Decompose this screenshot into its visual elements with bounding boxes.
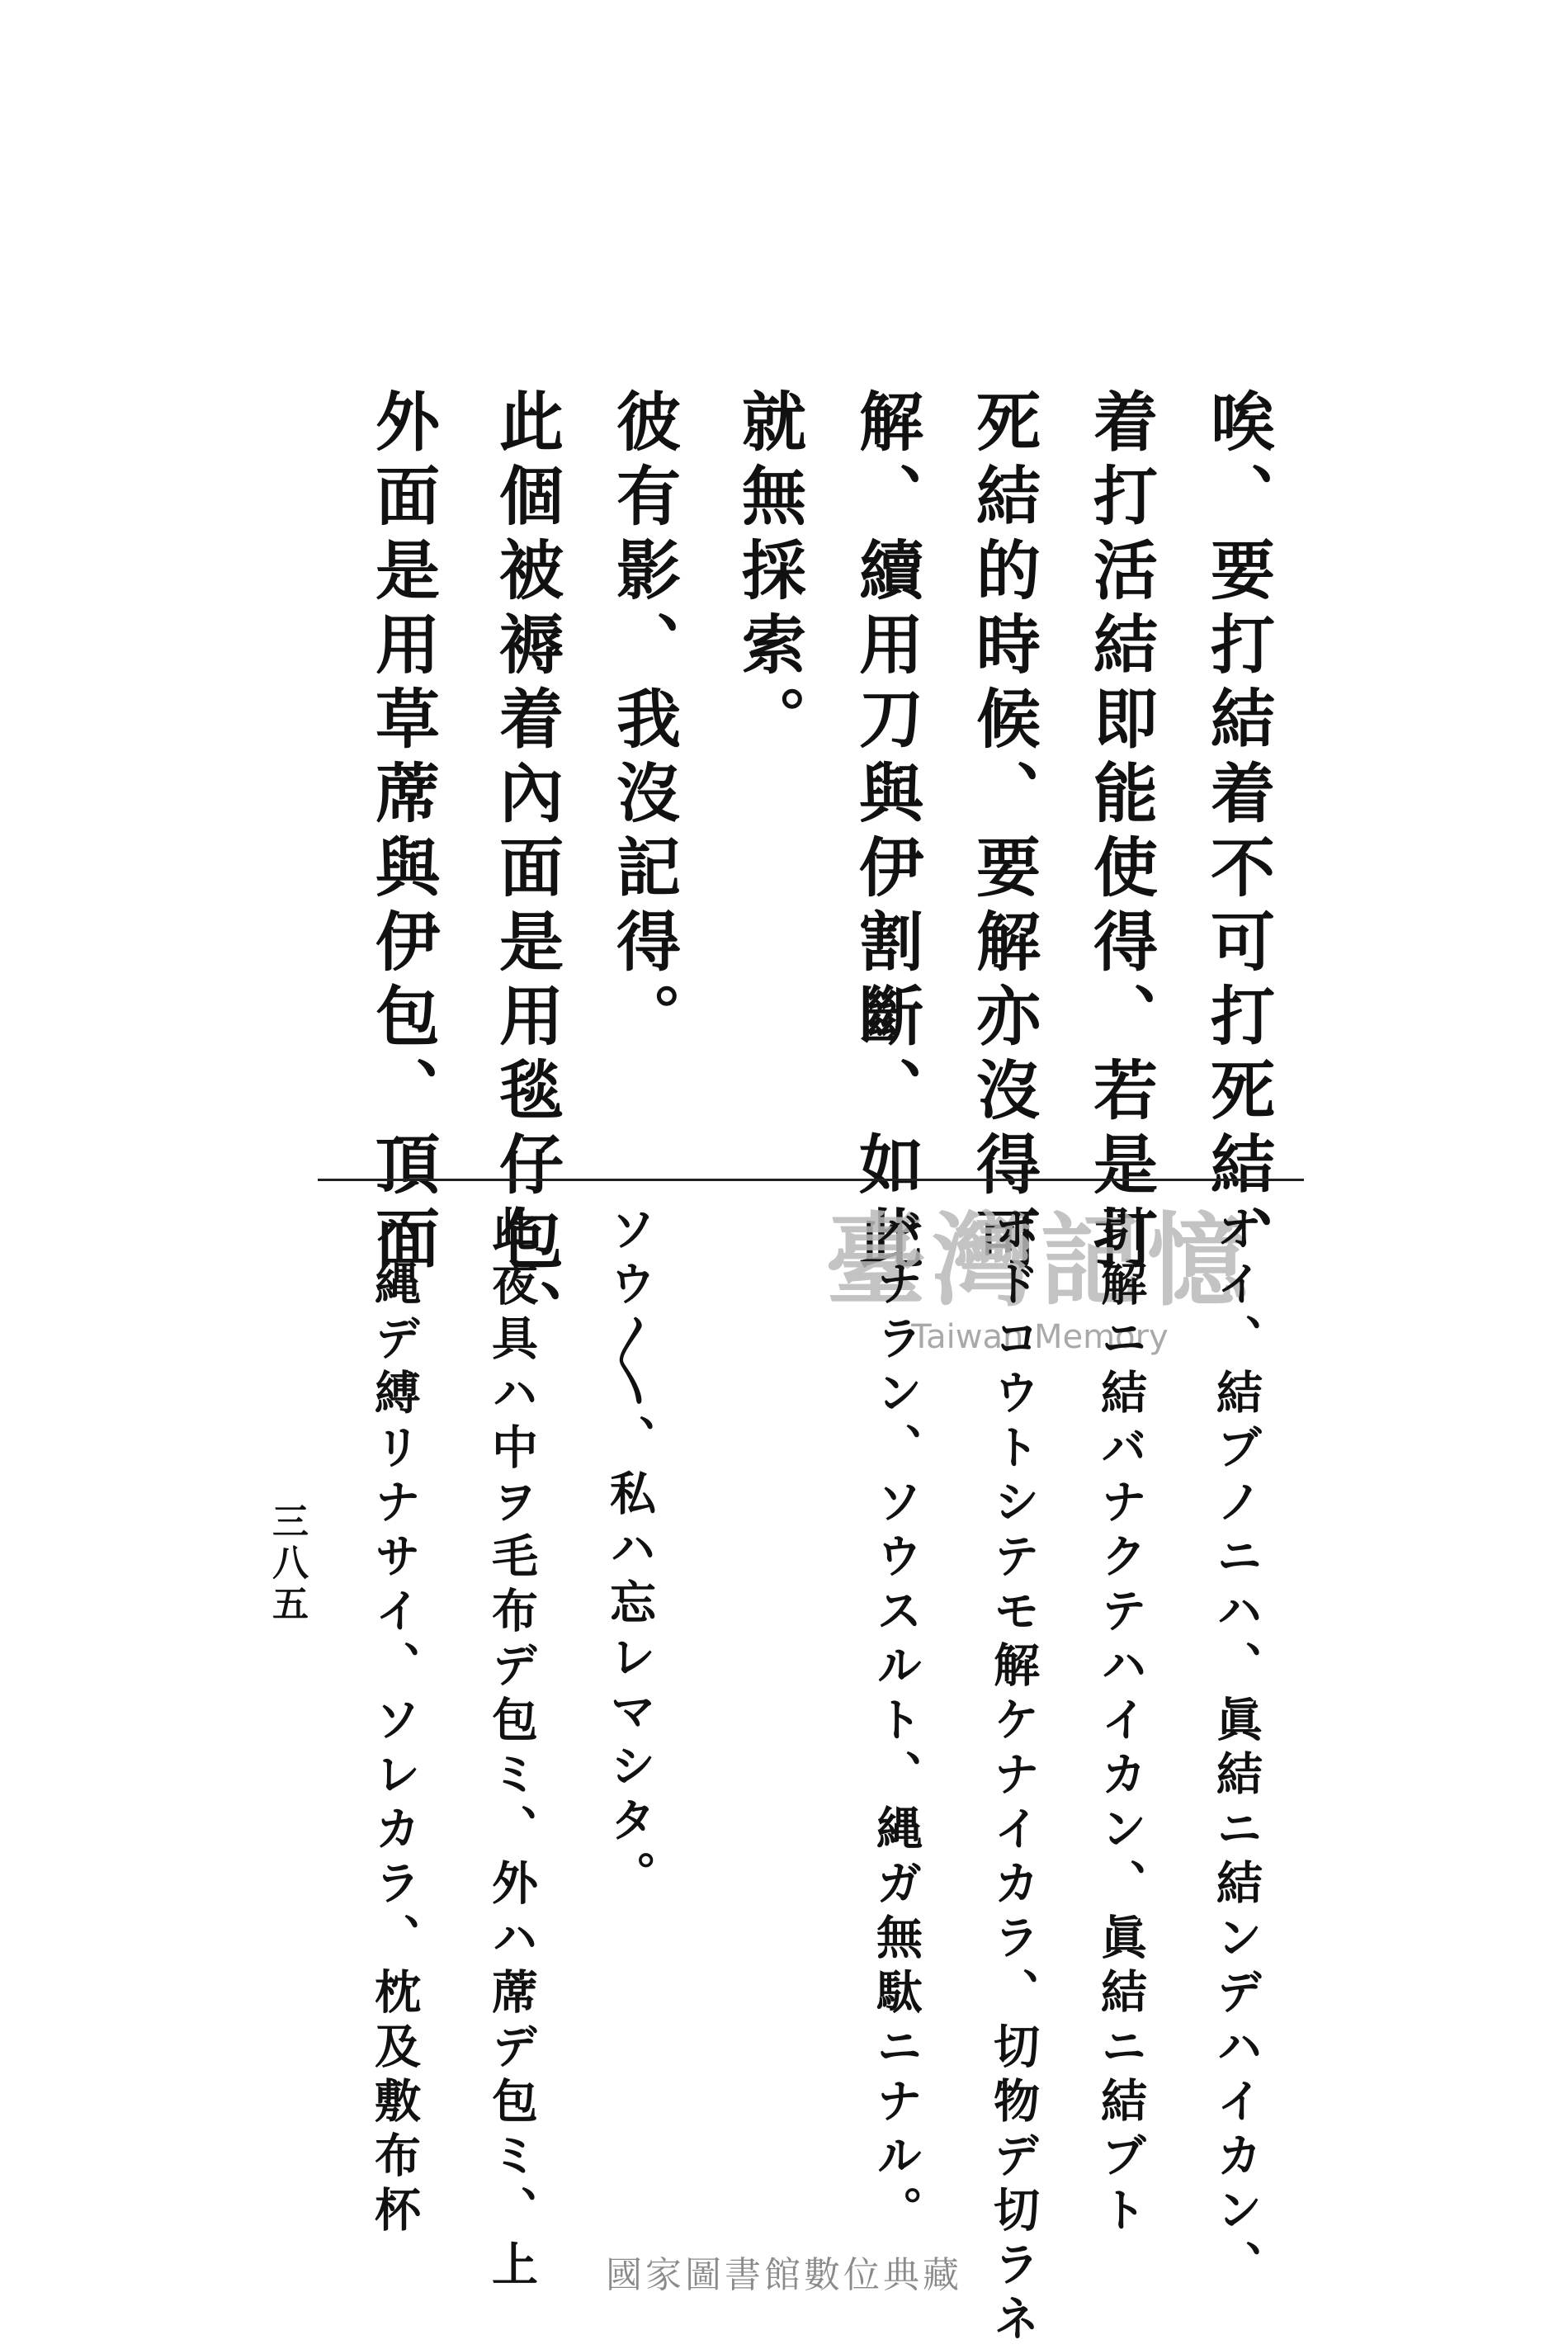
translation-column: オイ、結ブノニハ、眞結ニ結ンデハイカン、 [1209, 1205, 1263, 2295]
text-column: 就無採索。 [731, 388, 806, 759]
text-column: 唉、要打結着不可打死結、 [1200, 388, 1275, 1279]
section-divider [318, 1179, 1304, 1181]
translation-column: 此夜具ハ中ヲ毛布デ包ミ、外ハ蓆デ包ミ、上 [484, 1205, 539, 2295]
text-column: 死結的時候、要解亦沒得可 [966, 388, 1041, 1279]
translation-column: ホドコウトシテモ解ケナイカラ、切物デ切ラネ [986, 1205, 1041, 2349]
translation-column: ハ縄デ縛リナサイ、ソレカラ、枕及敷布杯 [367, 1205, 422, 2240]
text-column: 彼有影、我沒記得。 [606, 388, 681, 1056]
text-column: 外面是用草蓆與伊包、頂面 [365, 388, 440, 1279]
page-number: 三八五 [266, 1502, 308, 1626]
text-column: 解、續用刀與伊割斷、如此 [848, 388, 923, 1279]
watermark-subtitle: Taiwan Memory [911, 1318, 1169, 1356]
text-column: 着打活結即能使得、若是打 [1083, 388, 1158, 1279]
translation-column: ソウ〳〵、私ハ忘レマシタ。 [602, 1205, 657, 1905]
translation-column: 引解ニ結バナクテハイカン、眞結ニ結ブト [1093, 1205, 1148, 2240]
text-column: 此個被褥着內面是用毯仔包、 [489, 388, 564, 1354]
footer-label: 國家圖書館數位典藏 [606, 2254, 962, 2296]
watermark-title: 臺灣記憶 [825, 1201, 1254, 1320]
translation-column: バナラン、ソウスルト、縄ガ無駄ニナル。 [869, 1205, 923, 2240]
